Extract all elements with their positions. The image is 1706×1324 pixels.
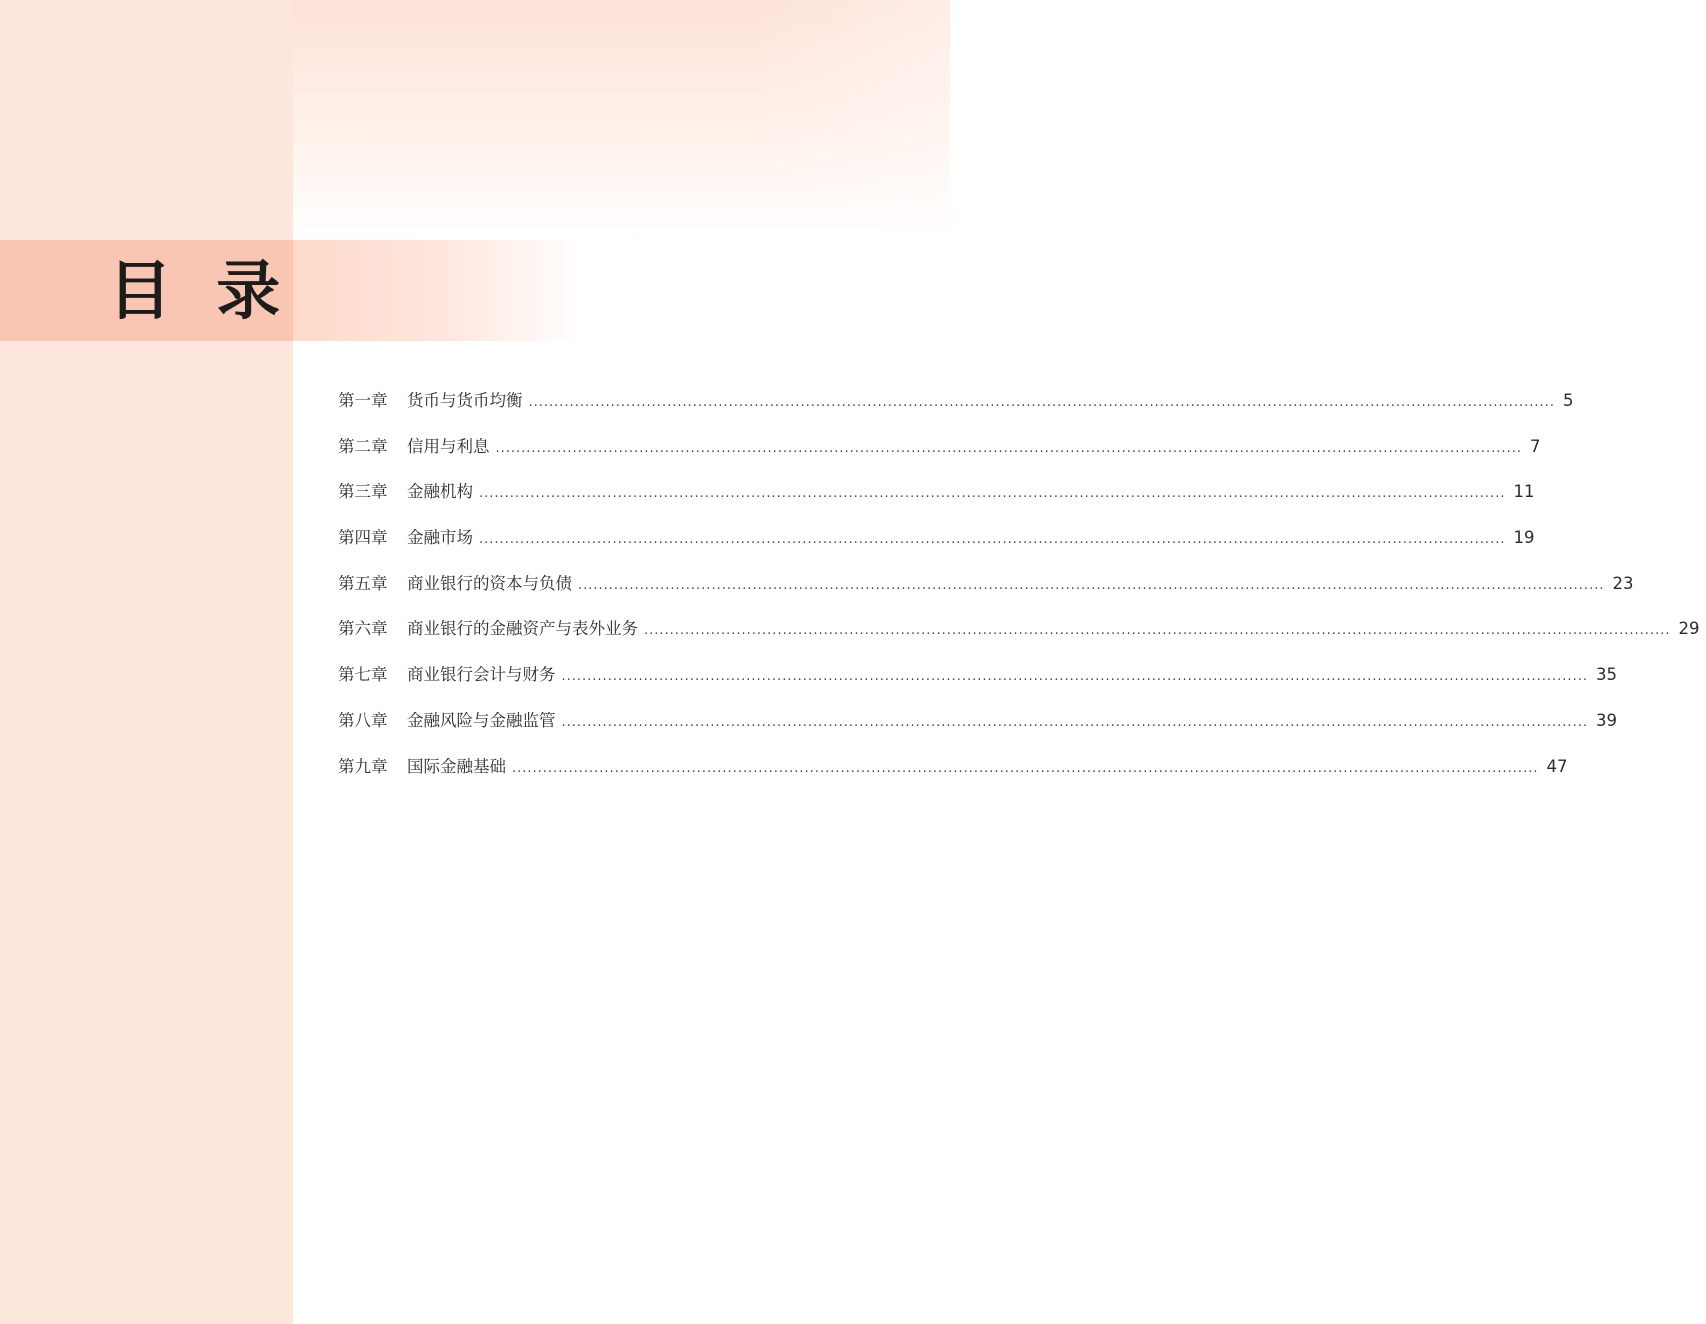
top-gradient-banner [293, 0, 950, 240]
toc-page-number: 7 [1529, 436, 1541, 456]
toc-page-number: 47 [1546, 756, 1568, 776]
toc-entry[interactable] [338, 611, 1700, 657]
toc-page-number: 39 [1595, 710, 1617, 730]
toc-entry[interactable] [338, 703, 1617, 749]
toc-leader-dots: ........................................................................................................................................................................................................ [479, 486, 1506, 502]
toc-leader-dots: ........................................................................................................................................................................................................ [528, 395, 1555, 410]
toc-chapter-number: 第三章 [338, 482, 388, 502]
left-decorative-strip [0, 0, 293, 1324]
toc-leader-dots: ........................................................................................................................................................................................................ [479, 532, 1506, 548]
toc-entry[interactable] [338, 429, 1541, 475]
toc-chapter-title: 商业银行的金融资产与表外业务 [407, 619, 638, 639]
toc-page-number: 11 [1513, 482, 1535, 502]
page-title: 目 录 [108, 254, 289, 329]
toc-chapter-title: 金融风险与金融监管 [407, 710, 556, 730]
toc-page-number: 5 [1562, 391, 1574, 410]
toc-chapter-title: 国际金融基础 [407, 756, 506, 776]
toc-leader-dots: ........................................................................................................................................................................................................ [495, 440, 1522, 456]
toc-page-number: 29 [1678, 619, 1700, 639]
table-of-contents [338, 383, 1700, 794]
toc-page-number: 23 [1612, 573, 1634, 593]
toc-chapter-number: 第七章 [338, 665, 388, 685]
toc-chapter-title: 货币与货币均衡 [407, 391, 523, 410]
toc-chapter-title: 金融市场 [407, 528, 473, 548]
toc-entry[interactable] [338, 657, 1617, 703]
toc-leader-dots: ........................................................................................................................................................................................................ [561, 669, 1588, 685]
toc-entry[interactable] [338, 566, 1634, 612]
toc-entry[interactable] [338, 520, 1535, 566]
toc-chapter-number: 第八章 [338, 710, 388, 730]
toc-entry[interactable] [338, 383, 1574, 429]
title-band-fade [293, 240, 583, 341]
toc-chapter-title: 信用与利息 [407, 436, 490, 456]
toc-chapter-number: 第五章 [338, 573, 388, 593]
toc-leader-dots: ........................................................................................................................................................................................................ [578, 577, 1605, 593]
toc-entry[interactable] [338, 474, 1535, 520]
toc-chapter-number: 第九章 [338, 756, 388, 776]
toc-page-number: 35 [1595, 665, 1617, 685]
toc-leader-dots: ........................................................................................................................................................................................................ [561, 714, 1588, 730]
toc-chapter-title: 商业银行的资本与负债 [407, 573, 572, 593]
toc-leader-dots: ........................................................................................................................................................................................................ [512, 760, 1539, 776]
toc-chapter-title: 商业银行会计与财务 [407, 665, 556, 685]
toc-chapter-title: 金融机构 [407, 482, 473, 502]
toc-chapter-number: 第二章 [338, 436, 388, 456]
toc-page-number: 19 [1513, 528, 1535, 548]
toc-entry[interactable] [338, 749, 1568, 795]
toc-chapter-number: 第四章 [338, 528, 388, 548]
toc-chapter-number: 第六章 [338, 619, 388, 639]
toc-leader-dots: ........................................................................................................................................................................................................ [644, 623, 1671, 639]
toc-chapter-number: 第一章 [338, 391, 388, 410]
